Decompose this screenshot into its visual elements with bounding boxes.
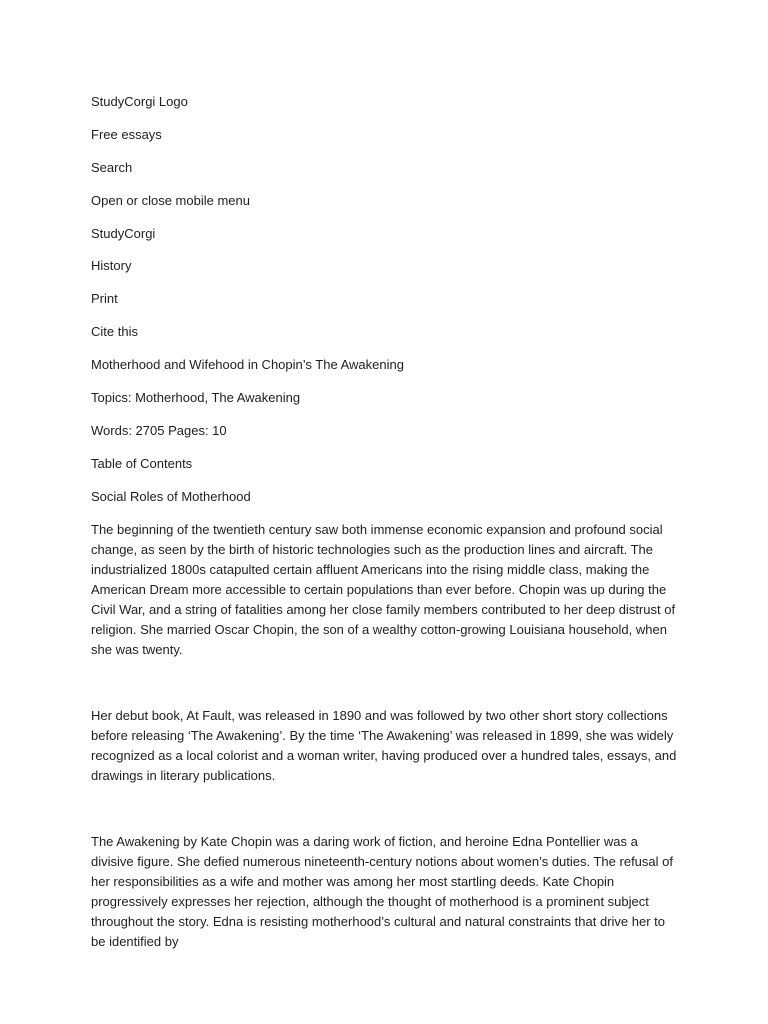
free-essays-link[interactable]: Free essays xyxy=(91,126,162,142)
body-paragraph: The Awakening by Kate Chopin was a daring work of fiction, and heroine Edna Pontellier was a divisive figure. She defied numerous nineteenth-century notions about women’s duties. The refusal of her responsibilities as a wife and mother was among her most startling deeds. Kate Chopin progressively expresses her rejection, although the thought of motherhood is a prominent subject throughout the story. Edna is resisting motherhood’s cultural and natural constraints that drive her to be identified by xyxy=(91,833,673,949)
page-title: Motherhood and Wifehood in Chopin’s The Awakening xyxy=(91,357,404,373)
body-paragraph: Her debut book, At Fault, was released in 1890 and was followed by two other short story collections before releasing ‘The Awakening’. By the time ‘The Awakening’ was released in 1899, she was widely recognized as a local colorist and a woman writer, having produced over a hundred tales, essays, and drawings in literary publications. xyxy=(91,707,677,783)
brand-breadcrumb[interactable]: StudyCorgi xyxy=(91,225,156,241)
search-link[interactable]: Search xyxy=(91,159,133,175)
print-link[interactable]: Print xyxy=(91,291,118,307)
history-breadcrumb[interactable]: History xyxy=(91,258,132,274)
cite-link[interactable]: Cite this xyxy=(91,324,138,340)
document-content xyxy=(91,92,681,952)
words-pages-line: Words: 2705 Pages: 10 xyxy=(91,422,227,438)
section-heading: Social Roles of Motherhood xyxy=(91,488,251,504)
mobile-menu-toggle[interactable]: Open or close mobile menu xyxy=(91,192,250,208)
topics-line: Topics: Motherhood, The Awakening xyxy=(91,390,301,406)
paragraph-gap xyxy=(91,660,681,706)
paragraph-gap xyxy=(91,786,681,832)
body-paragraph: The beginning of the twentieth century saw both immense economic expansion and profound social change, as seen by the birth of historic technologies such as the production lines and aircraft. The industrialized 1800s catapulted certain affluent Americans into the rising middle class, making the American Dream more accessible to certain populations than ever before. Chopin was up during the Civil War, and a string of fatalities among her close family members contributed to her deep distrust of religion. She married Oscar Chopin, the son of a wealthy cotton-growing Louisiana household, when she was twenty. xyxy=(91,521,676,657)
table-of-contents[interactable]: Table of Contents xyxy=(91,455,193,471)
logo-text: StudyCorgi Logo xyxy=(91,94,188,109)
